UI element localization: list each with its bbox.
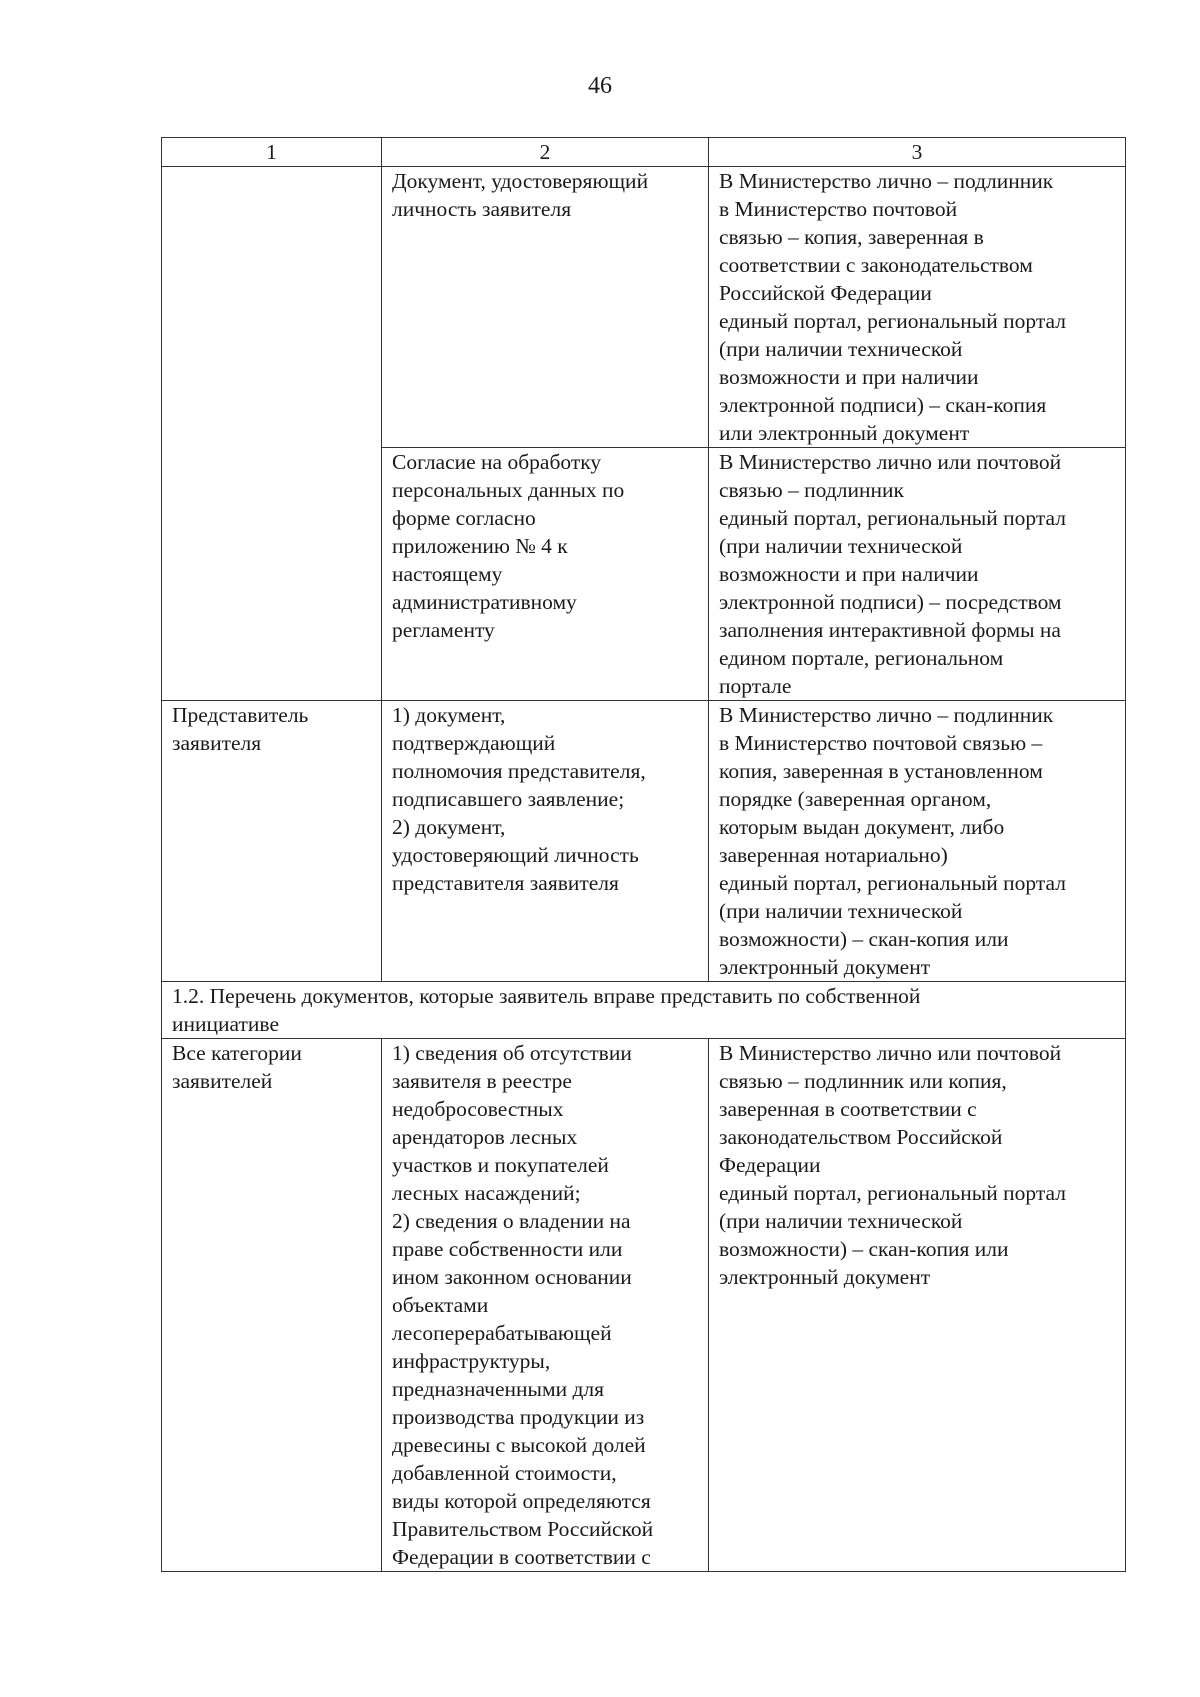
text-line: личность заявителя [392, 197, 572, 221]
text-line: заверенная в соответствии с [719, 1097, 977, 1121]
text-line: единый портал, региональный портал [719, 1181, 1066, 1205]
text-line: форме согласно [392, 506, 536, 530]
text-line: виды которой определяются [392, 1489, 651, 1513]
text-line: едином портале, региональном [719, 646, 1004, 670]
text-line: возможности и при наличии [719, 365, 979, 389]
text-line: Все категории [172, 1041, 302, 1065]
text-line: электронной подписи) – посредством [719, 590, 1062, 614]
text-line: единый портал, региональный портал [719, 871, 1066, 895]
text-line: ином законном основании [392, 1265, 632, 1289]
text-line: приложению № 4 к [392, 534, 568, 558]
text-line: В Министерство лично – подлинник [719, 169, 1054, 193]
text-line: (при наличии технической [719, 1209, 963, 1233]
text-line: единый портал, региональный портал [719, 506, 1066, 530]
text-line: законодательством Российской [719, 1125, 1003, 1149]
text-line: единый портал, региональный портал [719, 309, 1066, 333]
text-line: связью – копия, заверенная в [719, 225, 984, 249]
text-line: электронный документ [719, 1265, 931, 1289]
text-line: возможности) – скан-копия или [719, 927, 1009, 951]
text-line: заполнения интерактивной формы на [719, 618, 1061, 642]
document-cell [382, 448, 709, 701]
applicant-category-cell [162, 701, 382, 982]
text-line: административному [392, 590, 577, 614]
text-line: участков и покупателей [392, 1153, 609, 1177]
text-line: Федерации в соответствии с [392, 1545, 651, 1569]
submission-method-cell [709, 167, 1126, 448]
column-header-2: 2 [382, 138, 709, 167]
text-line: настоящему [392, 562, 503, 586]
text-line: объектами [392, 1293, 489, 1317]
text-line: копия, заверенная в установленном [719, 759, 1043, 783]
text-line: заявителей [172, 1069, 273, 1093]
text-line: 1) сведения об отсутствии [392, 1041, 632, 1065]
text-line: которым выдан документ, либо [719, 815, 1005, 839]
text-line: возможности) – скан-копия или [719, 1237, 1009, 1261]
text-line: В Министерство лично или почтовой [719, 1041, 1062, 1065]
text-line: подтверждающий [392, 731, 556, 755]
table-row [162, 1039, 1126, 1572]
text-line: представителя заявителя [392, 871, 619, 895]
text-line: Российской Федерации [719, 281, 932, 305]
section-heading [162, 982, 1126, 1039]
column-header-1: 1 [162, 138, 382, 167]
text-line: 2) сведения о владении на [392, 1209, 631, 1233]
text-line: электронный документ [719, 955, 931, 979]
text-line: 2) документ, [392, 815, 506, 839]
text-line: порядке (заверенная органом, [719, 787, 992, 811]
table-row [162, 701, 1126, 982]
text-line: недобросовестных [392, 1097, 564, 1121]
submission-method-cell [709, 1039, 1126, 1572]
text-line: связью – подлинник или копия, [719, 1069, 1007, 1093]
text-line: лесных насаждений; [392, 1181, 581, 1205]
text-line: праве собственности или [392, 1237, 623, 1261]
document-cell [382, 1039, 709, 1572]
text-line: персональных данных по [392, 478, 625, 502]
submission-method-cell [709, 448, 1126, 701]
document-cell [382, 167, 709, 448]
text-line: инициативе [172, 1012, 279, 1036]
text-line: инфраструктуры, [392, 1349, 551, 1373]
text-line: электронной подписи) – скан-копия [719, 393, 1047, 417]
applicant-category-cell [162, 1039, 382, 1572]
text-line: подписавшего заявление; [392, 787, 625, 811]
text-line: в Министерство почтовой связью – [719, 731, 1043, 755]
text-line: соответствии с законодательством [719, 253, 1033, 277]
text-line: заверенная нотариально) [719, 843, 948, 867]
text-line: Федерации [719, 1153, 821, 1177]
text-line: арендаторов лесных [392, 1125, 578, 1149]
text-line: добавленной стоимости, [392, 1461, 617, 1485]
text-line: древесины с высокой долей [392, 1433, 646, 1457]
text-line: лесоперерабатывающей [392, 1321, 612, 1345]
text-line: удостоверяющий личность [392, 843, 639, 867]
text-line: связью – подлинник [719, 478, 904, 502]
text-line: Правительством Российской [392, 1517, 654, 1541]
text-line: производства продукции из [392, 1405, 645, 1429]
text-line: или электронный документ [719, 421, 970, 445]
text-line: заявителя в реестре [392, 1069, 572, 1093]
text-line: Согласие на обработку [392, 450, 602, 474]
text-line: портале [719, 674, 792, 698]
text-line: 1.2. Перечень документов, которые заявитель вправе представить по собственной [172, 984, 921, 1008]
section-row [162, 982, 1126, 1039]
text-line: заявителя [172, 731, 262, 755]
text-line: (при наличии технической [719, 337, 963, 361]
submission-method-cell [709, 701, 1126, 982]
table-header-row [162, 138, 1126, 167]
page-number: 46 [588, 73, 612, 99]
text-line: предназначенными для [392, 1377, 605, 1401]
text-line: в Министерство почтовой [719, 197, 958, 221]
text-line: В Министерство лично или почтовой [719, 450, 1062, 474]
text-line: 1) документ, [392, 703, 506, 727]
table-row [162, 167, 1126, 448]
text-line: В Министерство лично – подлинник [719, 703, 1054, 727]
text-line: возможности и при наличии [719, 562, 979, 586]
text-line: регламенту [392, 618, 495, 642]
applicant-category-cell [162, 167, 382, 701]
text-line: (при наличии технической [719, 534, 963, 558]
column-header-3: 3 [709, 138, 1126, 167]
text-line: полномочия представителя, [392, 759, 646, 783]
document-cell [382, 701, 709, 982]
text-line: Представитель [172, 703, 309, 727]
text-line: (при наличии технической [719, 899, 963, 923]
text-line: Документ, удостоверяющий [392, 169, 649, 193]
documents-table [161, 137, 1126, 1572]
